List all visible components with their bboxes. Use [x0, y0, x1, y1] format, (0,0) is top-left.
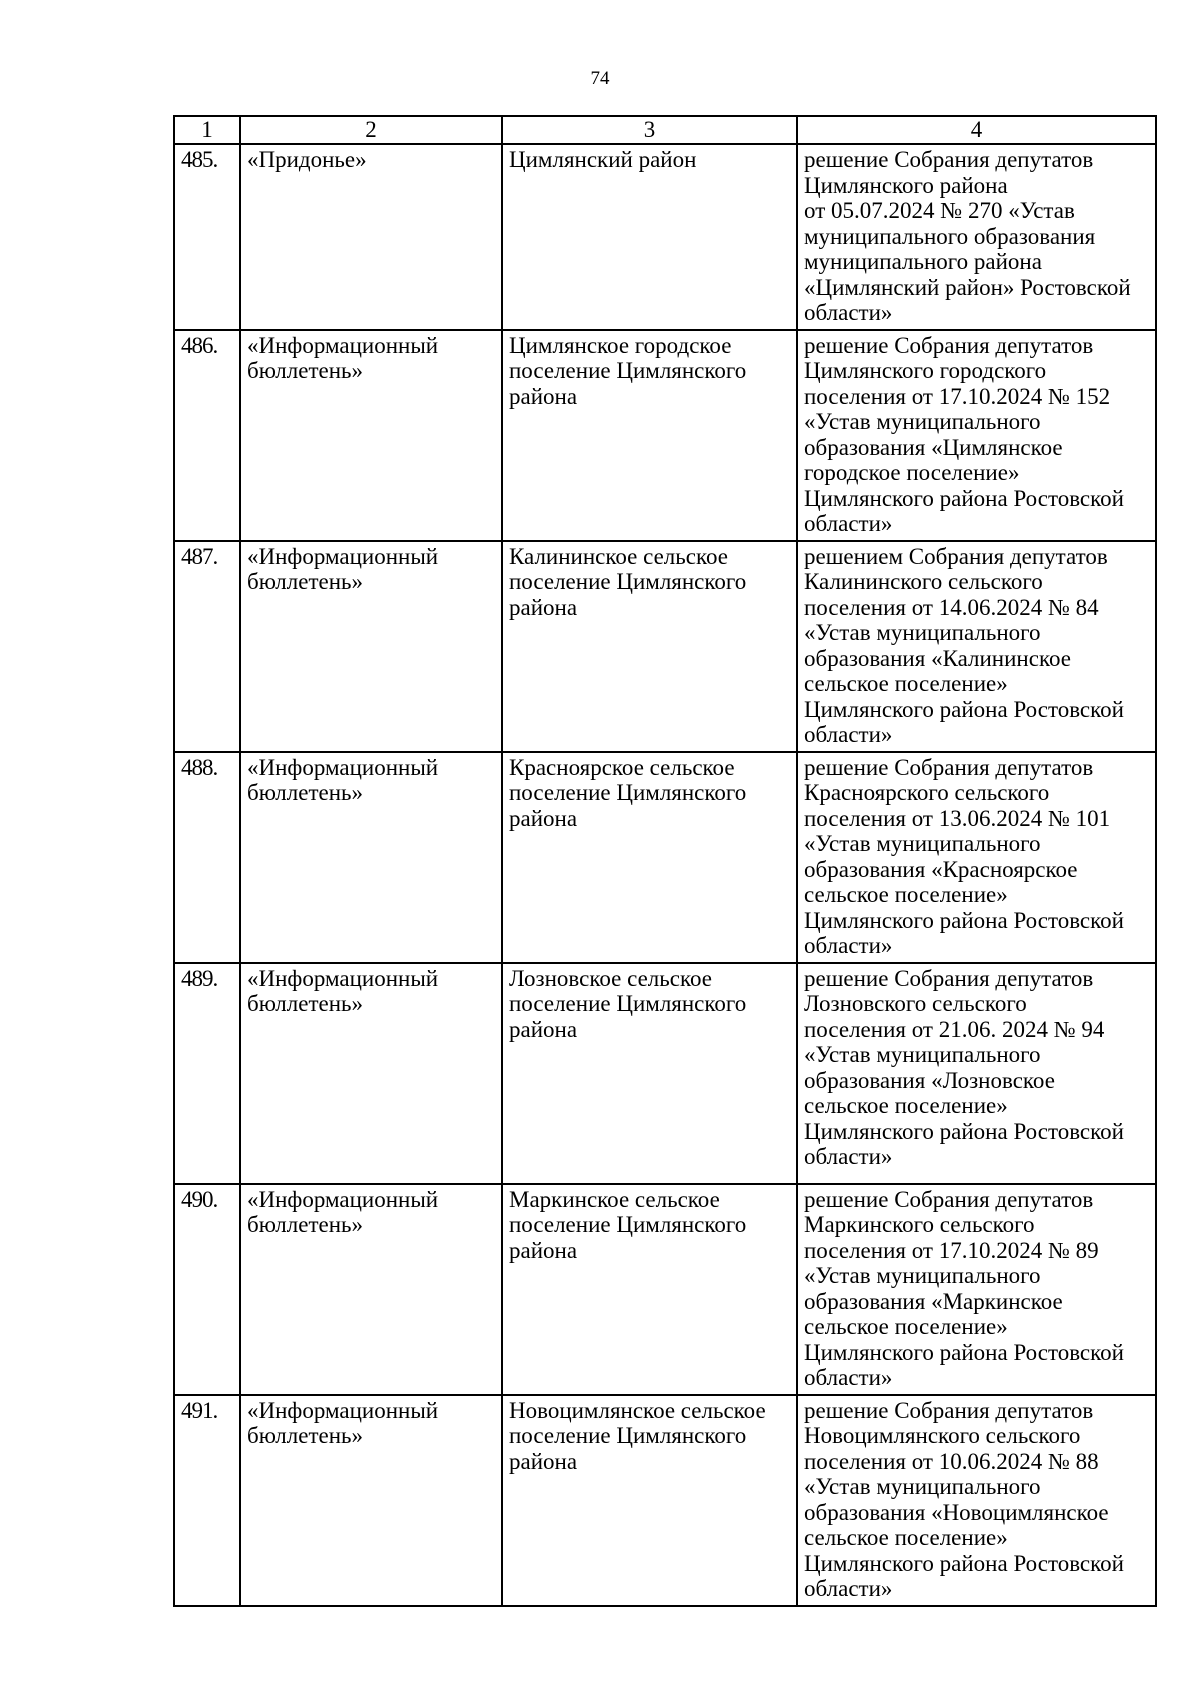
table-row [174, 752, 1156, 963]
table-row [174, 1395, 1156, 1606]
charter-decision: решение Собрания депутатов Цимлянского городского поселения от 17.10.2024 № 152 «Устав муниципального образования «Цимлянское городское поселение» Цимлянского района Ростовской области» [797, 330, 1156, 541]
publication-name: «Придонье» [240, 144, 502, 330]
row-number: 490. [174, 1184, 240, 1395]
table-header [174, 116, 1156, 144]
column-header-3: 3 [502, 116, 797, 144]
charter-decision: решение Собрания депутатов Цимлянского района от 05.07.2024 № 270 «Устав муниципального образования муниципального района «Цимлянский район» Ростовской области» [797, 144, 1156, 330]
publication-name: «Информационный бюллетень» [240, 541, 502, 752]
page-number: 74 [590, 68, 610, 89]
charter-decision: решением Собрания депутатов Калининского сельского поселения от 14.06.2024 № 84 «Устав муниципального образования «Калининское сельское поселение» Цимлянского района Ростовской области» [797, 541, 1156, 752]
municipality-name: Калининское сельское поселение Цимлянского района [502, 541, 797, 752]
column-header-1: 1 [174, 116, 240, 144]
column-header-4: 4 [797, 116, 1156, 144]
table-row [174, 330, 1156, 541]
charter-decision: решение Собрания депутатов Новоцимлянского сельского поселения от 10.06.2024 № 88 «Устав муниципального образования «Новоцимлянское сельское поселение» Цимлянского района Ростовской области» [797, 1395, 1156, 1606]
municipality-name: Цимлянский район [502, 144, 797, 330]
table-row [174, 144, 1156, 330]
row-number: 489. [174, 963, 240, 1184]
table-row [174, 963, 1156, 1184]
row-number: 487. [174, 541, 240, 752]
municipality-name: Маркинское сельское поселение Цимлянского района [502, 1184, 797, 1395]
charter-decision: решение Собрания депутатов Лозновского сельского поселения от 21.06. 2024 № 94 «Устав муниципального образования «Лозновское сельское поселение» Цимлянского района Ростовской области» [797, 963, 1156, 1184]
publication-name: «Информационный бюллетень» [240, 963, 502, 1184]
publication-name: «Информационный бюллетень» [240, 1184, 502, 1395]
municipality-name: Цимлянское городское поселение Цимлянского района [502, 330, 797, 541]
row-number: 486. [174, 330, 240, 541]
charter-decision: решение Собрания депутатов Красноярского сельского поселения от 13.06.2024 № 101 «Устав муниципального образования «Красноярское сельское поселение» Цимлянского района Ростовской области» [797, 752, 1156, 963]
municipality-name: Лозновское сельское поселение Цимлянского района [502, 963, 797, 1184]
row-number: 485. [174, 144, 240, 330]
row-number: 491. [174, 1395, 240, 1606]
table-row [174, 541, 1156, 752]
row-number: 488. [174, 752, 240, 963]
registry-table [173, 115, 1157, 1607]
municipality-name: Красноярское сельское поселение Цимлянского района [502, 752, 797, 963]
publication-name: «Информационный бюллетень» [240, 1395, 502, 1606]
header-row [174, 116, 1156, 144]
publication-name: «Информационный бюллетень» [240, 752, 502, 963]
table-row [174, 1184, 1156, 1395]
table-body [174, 144, 1156, 1606]
municipality-name: Новоцимлянское сельское поселение Цимлянского района [502, 1395, 797, 1606]
column-header-2: 2 [240, 116, 502, 144]
charter-decision: решение Собрания депутатов Маркинского сельского поселения от 17.10.2024 № 89 «Устав муниципального образования «Маркинское сельское поселение» Цимлянского района Ростовской области» [797, 1184, 1156, 1395]
publication-name: «Информационный бюллетень» [240, 330, 502, 541]
